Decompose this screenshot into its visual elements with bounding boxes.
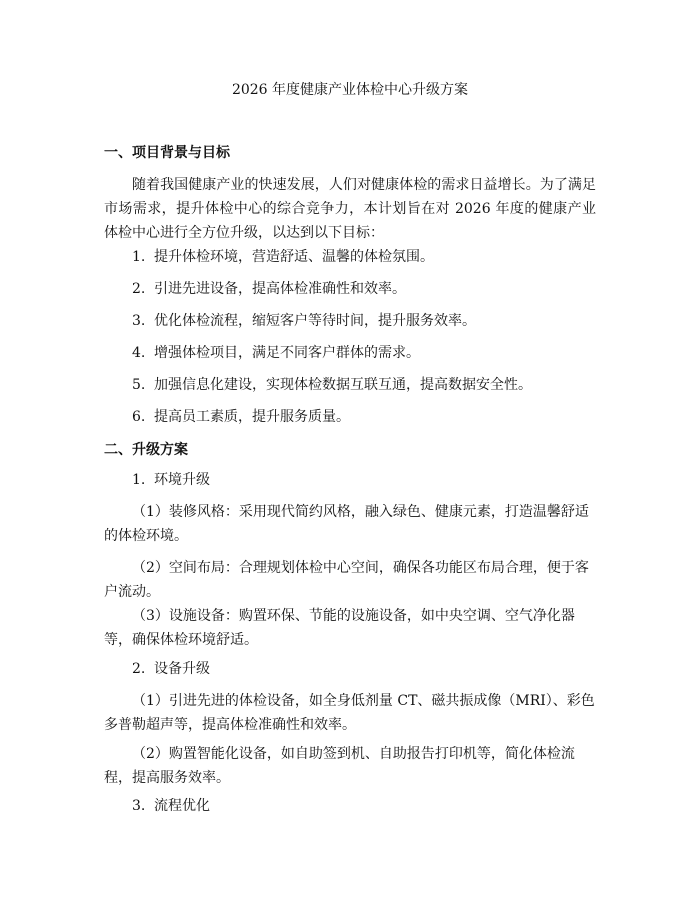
subsection-heading bbox=[132, 470, 596, 490]
subsection-title: 流程优化 bbox=[154, 798, 210, 814]
goal-number: 6. bbox=[132, 409, 146, 425]
subsection-title: 环境升级 bbox=[154, 472, 210, 488]
detail-paragraph: （1）装修风格：采用现代简约风格，融入绿色、健康元素，打造温馨舒适的体检环境。 bbox=[104, 504, 589, 544]
section-heading-background: 一、项目背景与目标 bbox=[104, 145, 230, 161]
subsection-number: 3. bbox=[132, 798, 146, 814]
goal-text: 加强信息化建设，实现体检数据互联互通，提高数据安全性。 bbox=[154, 377, 532, 393]
goal-number: 5. bbox=[132, 377, 146, 393]
goal-number: 1. bbox=[132, 249, 146, 265]
detail-paragraph: （2）空间布局：合理规划体检中心空间，确保各功能区布局合理，便于客户流动。 bbox=[104, 560, 589, 600]
goal-text: 增强体检项目，满足不同客户群体的需求。 bbox=[154, 345, 420, 361]
goal-item bbox=[132, 311, 596, 331]
goal-text: 引进先进设备，提高体检准确性和效率。 bbox=[154, 281, 406, 297]
document-title: 2026 年度健康产业体检中心升级方案 bbox=[231, 82, 469, 98]
subsection-heading bbox=[132, 659, 596, 679]
goal-item bbox=[132, 279, 596, 299]
section-heading-plan: 二、升级方案 bbox=[104, 442, 188, 458]
detail-paragraph: （2）购置智能化设备，如自助签到机、自助报告打印机等，简化体检流程，提高服务效率。 bbox=[104, 746, 575, 786]
goal-item bbox=[132, 343, 596, 363]
subsection-heading bbox=[132, 796, 596, 816]
goal-item bbox=[132, 375, 596, 395]
detail-paragraph: （3）设施设备：购置环保、节能的设施设备，如中央空调、空气净化器等，确保体检环境舒适。 bbox=[104, 608, 575, 648]
goal-text: 提升体检环境，营造舒适、温馨的体检氛围。 bbox=[154, 249, 434, 265]
goal-number: 2. bbox=[132, 281, 146, 297]
goal-text: 优化体检流程，缩短客户等待时间，提升服务效率。 bbox=[154, 313, 476, 329]
goal-number: 3. bbox=[132, 313, 146, 329]
goal-item bbox=[132, 407, 596, 427]
subsection-number: 2. bbox=[132, 661, 146, 677]
goal-number: 4. bbox=[132, 345, 146, 361]
intro-paragraph: 随着我国健康产业的快速发展，人们对健康体检的需求日益增长。为了满足市场需求，提升体检中心的综合竞争力，本计划旨在对 2026 年度的健康产业体检中心进行全方位升级，以达到以下目标： bbox=[104, 177, 596, 241]
goal-item bbox=[132, 247, 596, 267]
goal-text: 提高员工素质，提升服务质量。 bbox=[154, 409, 350, 425]
detail-paragraph: （1）引进先进的体检设备，如全身低剂量 CT、磁共振成像（MRI）、彩色多普勒超声等，提高体检准确性和效率。 bbox=[104, 693, 595, 733]
subsection-number: 1. bbox=[132, 472, 146, 488]
subsection-title: 设备升级 bbox=[154, 661, 210, 677]
